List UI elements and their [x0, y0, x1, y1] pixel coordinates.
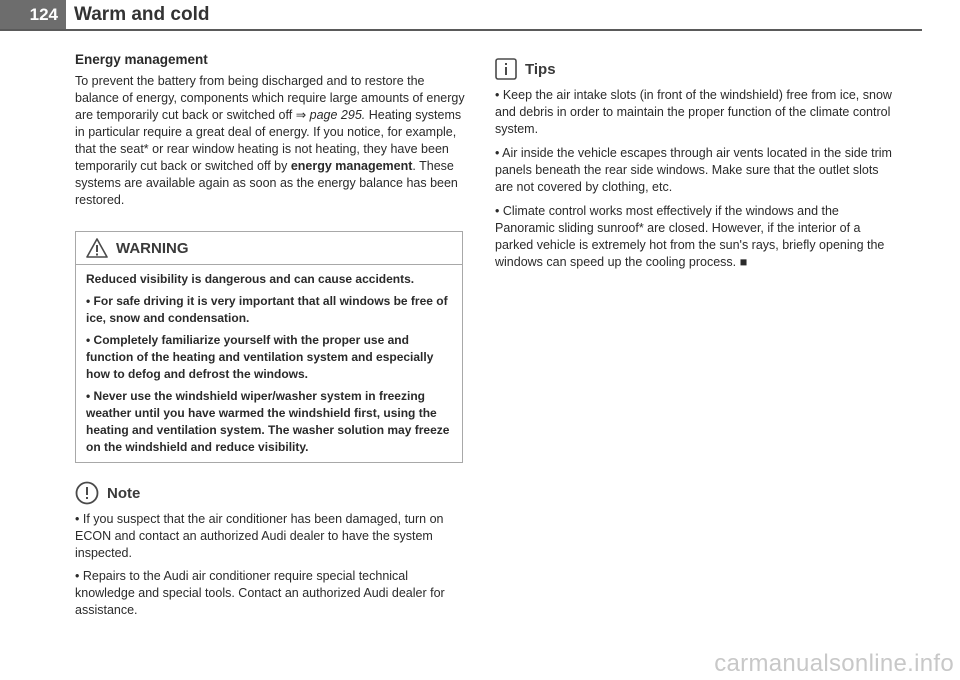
tips-item: • Keep the air intake slots (in front of the windshield) free from ice, snow and debris in order to maintain the proper function of the climate control system. — [495, 88, 892, 136]
tips-header — [495, 58, 895, 80]
page-reference-link[interactable]: ⇒ page 295. — [295, 108, 366, 122]
page-title: Warm and cold — [74, 4, 210, 25]
note-header — [75, 481, 465, 505]
left-column — [75, 44, 465, 619]
info-i-icon — [495, 58, 517, 80]
header-divider — [0, 29, 922, 31]
energy-para-bold: energy management — [290, 159, 413, 173]
warning-body — [76, 265, 462, 462]
tips-title: Tips — [525, 60, 556, 78]
warning-title: WARNING — [116, 239, 189, 257]
watermark: carmanualsonline.info — [714, 650, 954, 677]
warning-triangle-icon — [86, 238, 108, 258]
page-number: 124 — [0, 0, 66, 30]
energy-para-text-3: . These systems are available again as soon as the energy balance has been restored. — [75, 159, 458, 207]
energy-para-text-2: Heating systems in particular require a great deal of energy. If you notice, for example, that the seat* or rear window heating is not heating, they have been temporarily cut back or switched off by — [75, 108, 462, 173]
warning-intro: Reduced visibility is dangerous and can cause accidents. — [86, 272, 415, 286]
energy-management-paragraph — [75, 73, 465, 209]
energy-management-heading: Energy management — [75, 52, 208, 67]
warning-box — [75, 231, 463, 463]
energy-para-text-1: To prevent the battery from being discharged and to restore the balance of energy, components which require large amounts of energy are temporarily cut back or switched off — [75, 74, 465, 122]
exclamation-circle-icon — [75, 481, 99, 505]
warning-header — [76, 232, 462, 265]
note-title: Note — [107, 484, 141, 502]
tips-item: • Air inside the vehicle escapes through air vents located in the side trim panels beneath the rear side windows. Make sure that the outlet slots are not covered by clothing, etc. — [495, 146, 892, 194]
tips-item: • Climate control works most effectively if the windows and the Panoramic sliding sunroof* are closed. However, if the interior of a parked vehicle is extremely hot from the sun's rays, briefly opening the windows can speed up the cooling process. ■ — [495, 204, 885, 269]
tips-body — [495, 87, 895, 271]
right-column — [495, 58, 895, 271]
warning-item: • For safe driving it is very important that all windows be free of ice, snow and condensation. — [86, 294, 448, 325]
warning-item: • Never use the windshield wiper/washer system in freezing weather until you have warmed the windshield first, using the heating and ventilation system. The washer solution may freeze on the windshield and reduce visibility. — [86, 389, 450, 454]
note-item: • If you suspect that the air conditioner has been damaged, turn on ECON and contact an authorized Audi dealer to have the system inspected. — [75, 512, 444, 560]
note-item: • Repairs to the Audi air conditioner require special technical knowledge and special tools. Contact an authorized Audi dealer for assistance. — [75, 569, 445, 617]
warning-item: • Completely familiarize yourself with the proper use and function of the heating and ventilation system and especially how to defog and defrost the windows. — [86, 333, 434, 381]
note-body — [75, 511, 465, 619]
